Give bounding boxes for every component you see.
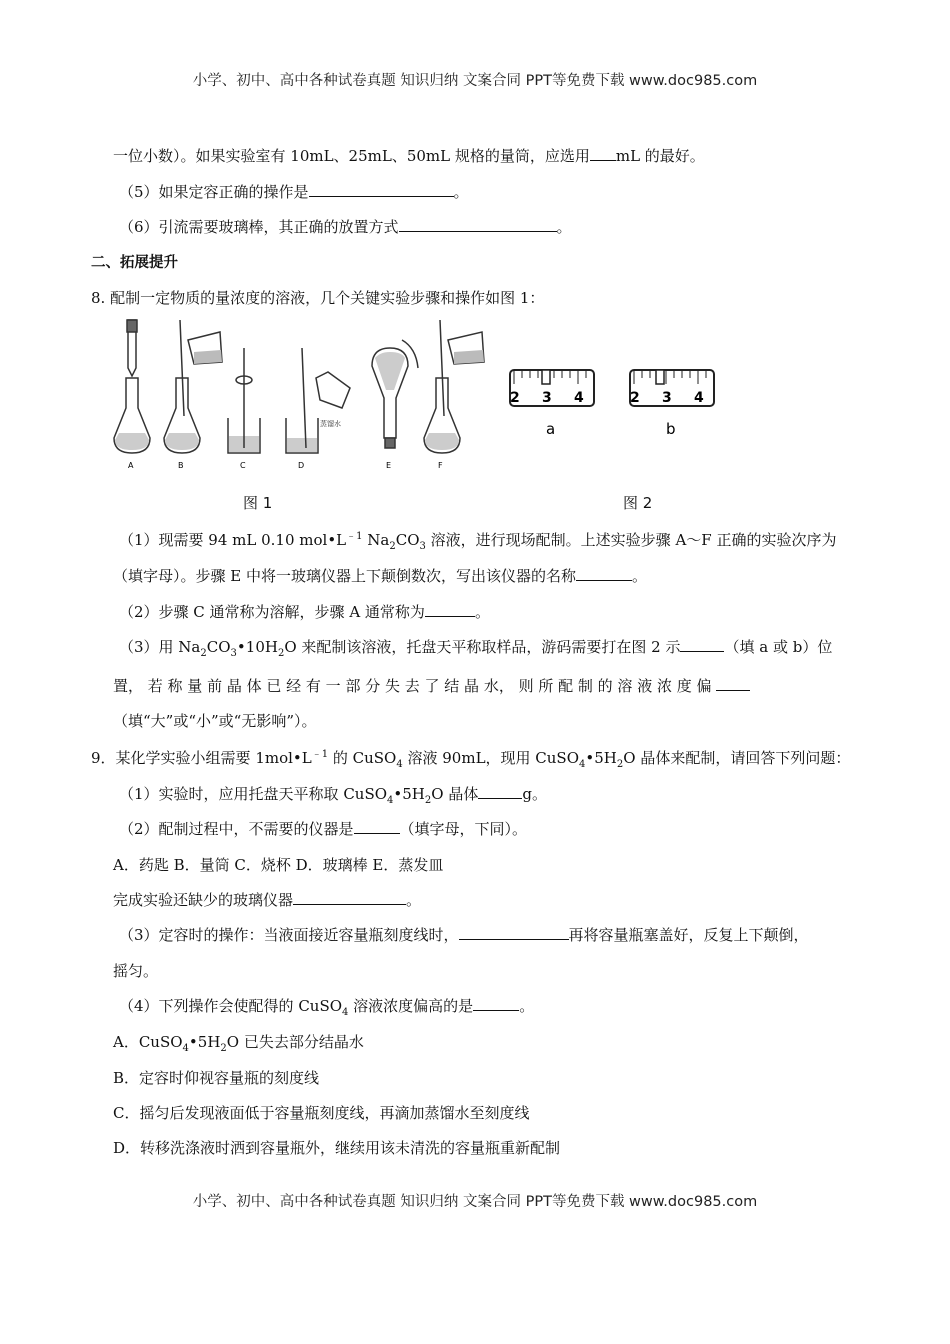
q8-p1-line1: （1）现需要 94 mL 0.10 $mol•L^{﹣1}$ $Na_2CO_3$ 溶液，进行现场配制。上述实验步骤 A～F 正确的实验次序为 bbox=[119, 531, 837, 552]
blank bbox=[293, 890, 406, 905]
blank bbox=[680, 637, 724, 652]
q7-line-6: （6）引流需要玻璃棒，其正确的放置方式 。 bbox=[119, 218, 572, 236]
tick-4: 4 bbox=[694, 390, 704, 406]
q9-p1: （1）实验时，应用托盘天平称取 $CuSO_4•5H_2O$ 晶体 g。 bbox=[119, 785, 547, 806]
q9-missing: 完成实验还缺少的玻璃仪器 。 bbox=[113, 891, 422, 909]
q9-option-d: D．转移洗涤液时洒到容量瓶外，继续用该未清洗的容量瓶重新配制 bbox=[113, 1139, 561, 1157]
apparatus-b bbox=[164, 320, 222, 453]
q9-option-b: B．定容时仰视容量瓶的刻度线 bbox=[113, 1069, 320, 1087]
q8-p3-line1: （3）用 $Na_2CO_3•10H_2O$ 来配制该溶液，托盘天平称取样品，游码需要打在图 2 示 （填 a 或 b）位 bbox=[119, 638, 833, 659]
q9-p4: （4）下列操作会使配得的 CuSO$_4$ 溶液浓度偏高的是 。 bbox=[119, 997, 535, 1018]
q9-p3-line2: 摇匀。 bbox=[113, 962, 159, 980]
q9-options: A．药匙 B．量筒 C．烧杯 D．玻璃棒 E．蒸发皿 bbox=[113, 856, 444, 874]
blank bbox=[478, 784, 522, 799]
tick-2: 2 bbox=[630, 390, 640, 406]
apparatus-f bbox=[424, 320, 484, 453]
q9-option-a: A．$CuSO_4•5H_2O$ 已失去部分结晶水 bbox=[113, 1033, 364, 1054]
q9-stem: 9．某化学实验小组需要 $1mol•L^{﹣1}$ 的 CuSO$_4$ 溶液 90mL，现用 $CuSO_4•5H_2O$ 晶体来配制，请回答下列问题： bbox=[91, 749, 851, 770]
q8-p1-line2: （填字母）。步骤 E 中将一玻璃仪器上下颠倒数次，写出该仪器的名称 。 bbox=[113, 567, 648, 585]
label-f: F bbox=[438, 461, 443, 470]
label-a: A bbox=[128, 461, 134, 470]
page-header: 小学、初中、高中各种试卷真题 知识归纳 文案合同 PPT等免费下载 www.doc985.com bbox=[192, 73, 758, 89]
label-d: D bbox=[298, 461, 305, 470]
blank bbox=[354, 819, 400, 834]
blank bbox=[590, 146, 616, 161]
q8-figure bbox=[110, 318, 730, 478]
q7-line-1: 一位小数）。如果实验室有 10mL、25mL、50mL 规格的量筒，应选用 mL 的最好。 bbox=[113, 147, 705, 165]
blank bbox=[399, 217, 557, 232]
ruler-a-label: a bbox=[546, 420, 556, 438]
apparatus-d bbox=[286, 348, 350, 453]
label-e: E bbox=[386, 461, 392, 470]
section-title: 二、拓展提升 bbox=[91, 255, 178, 271]
blank bbox=[459, 925, 569, 940]
tick-4: 4 bbox=[574, 390, 584, 406]
page-footer: 小学、初中、高中各种试卷真题 知识归纳 文案合同 PPT等免费下载 www.doc985.com bbox=[192, 1194, 758, 1210]
q9-option-c: C．摇匀后发现液面低于容量瓶刻度线，再滴加蒸馏水至刻度线 bbox=[113, 1104, 530, 1122]
ruler-b bbox=[630, 370, 714, 438]
tick-2: 2 bbox=[510, 390, 520, 406]
blank bbox=[473, 996, 519, 1011]
label-b: B bbox=[178, 461, 184, 470]
fig1-caption: 图 1 bbox=[243, 494, 273, 512]
q9-p3-line1: （3）定容时的操作：当液面接近容量瓶刻度线时， 再将容量瓶塞盖好，反复上下颠倒， bbox=[119, 926, 809, 944]
ruler-a bbox=[510, 370, 594, 438]
q8-p3-line2: 置， 若 称 量 前 晶 体 已 经 有 一 部 分 失 去 了 结 晶 水， 则 所 配 制 的 溶 液 浓 度 偏 bbox=[113, 676, 750, 696]
q8-stem: 8. 配制一定物质的量浓度的溶液，几个关键实验步骤和操作如图 1： bbox=[91, 289, 545, 307]
tick-3: 3 bbox=[542, 390, 552, 406]
label-c: C bbox=[240, 461, 246, 470]
q8-p3-line3: （填“大”或“小”或“无影响”）。 bbox=[113, 712, 317, 730]
q7-line-5: （5）如果定容正确的操作是 。 bbox=[119, 183, 469, 201]
blank bbox=[425, 602, 475, 617]
q8-p2: （2）步骤 C 通常称为溶解，步骤 A 通常称为 。 bbox=[119, 603, 490, 621]
tick-3: 3 bbox=[662, 390, 672, 406]
fig2-caption: 图 2 bbox=[623, 494, 653, 512]
apparatus-e bbox=[372, 340, 418, 448]
apparatus-a bbox=[114, 320, 150, 453]
blank bbox=[716, 676, 750, 691]
blank bbox=[576, 566, 632, 581]
apparatus-c bbox=[228, 348, 260, 453]
blank bbox=[309, 182, 454, 197]
q9-p2: （2）配制过程中，不需要的仪器是 （填字母，下同）。 bbox=[119, 820, 528, 838]
ruler-b-label: b bbox=[666, 420, 676, 438]
water-label: 蒸馏水 bbox=[320, 420, 341, 428]
